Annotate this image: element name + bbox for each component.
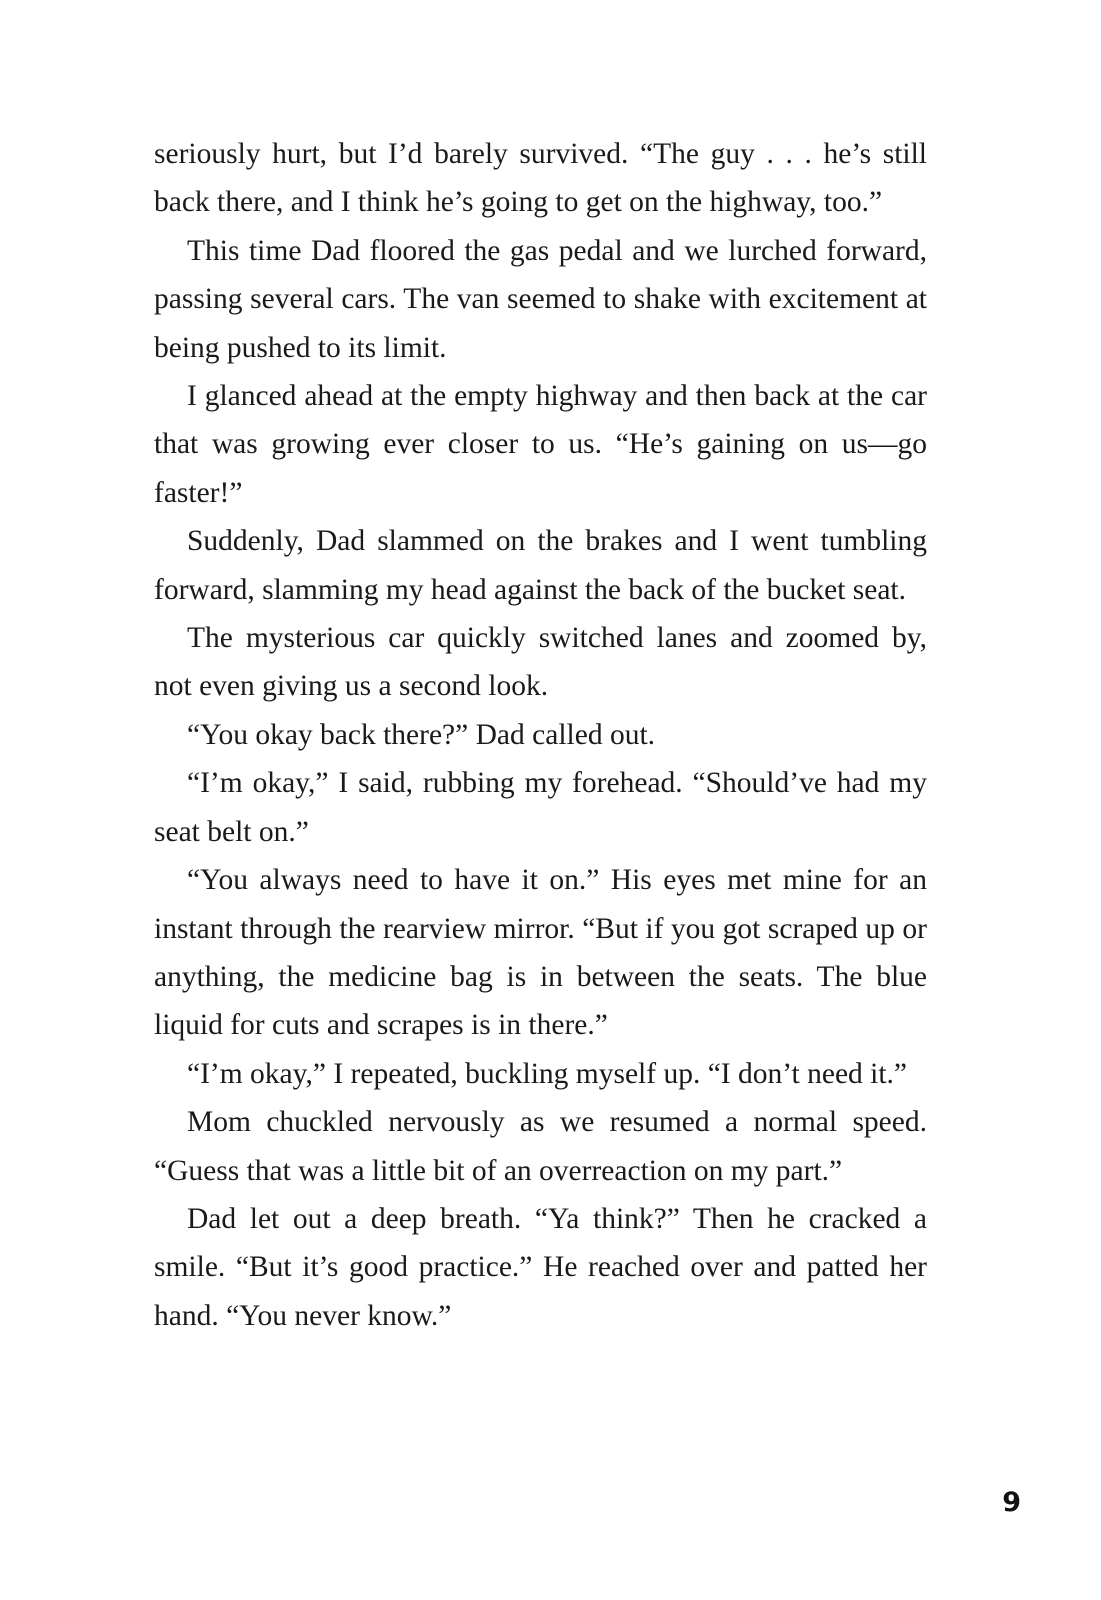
paragraph-6: “You okay back there?” Dad called out. [187,718,656,751]
paragraph-8: “You always need to have it on.” His eyes met mine for an instant through the rearview mirror. “But if you got scraped up or anything, the medicine bag is in between the seats. The blue liquid for cuts and scrapes is in there.” [154,864,927,1042]
paragraph-9: “I’m okay,” I repeated, buckling myself up. “I don’t need it.” [187,1057,908,1090]
body-text [154,130,927,1340]
paragraph-1: seriously hurt, but I’d barely survived. “The guy . . . he’s still back there, and I think he’s going to get on the highway, too.” [154,138,927,219]
page-number: 9 [1002,1487,1021,1518]
paragraph-7: “I’m okay,” I said, rubbing my forehead. “Should’ve had my seat belt on.” [154,767,927,848]
paragraph-5: The mysterious car quickly switched lanes and zoomed by, not even giving us a second look. [154,622,927,703]
paragraph-10: Mom chuckled nervously as we resumed a normal speed. “Guess that was a little bit of an overreaction on my part.” [154,1106,927,1187]
paragraph-4: Suddenly, Dad slammed on the brakes and I went tumbling forward, slamming my head against the back of the bucket seat. [154,525,927,606]
paragraph-3: I glanced ahead at the empty highway and then back at the car that was growing ever closer to us. “He’s gaining on us—go faster!” [154,380,927,509]
paragraph-11: Dad let out a deep breath. “Ya think?” Then he cracked a smile. “But it’s good practice.” He reached over and patted her hand. “You never know.” [154,1202,927,1332]
paragraph-2: This time Dad floored the gas pedal and we lurched forward, passing several cars. The van seemed to shake with excitement at being pushed to its limit. [154,234,927,364]
